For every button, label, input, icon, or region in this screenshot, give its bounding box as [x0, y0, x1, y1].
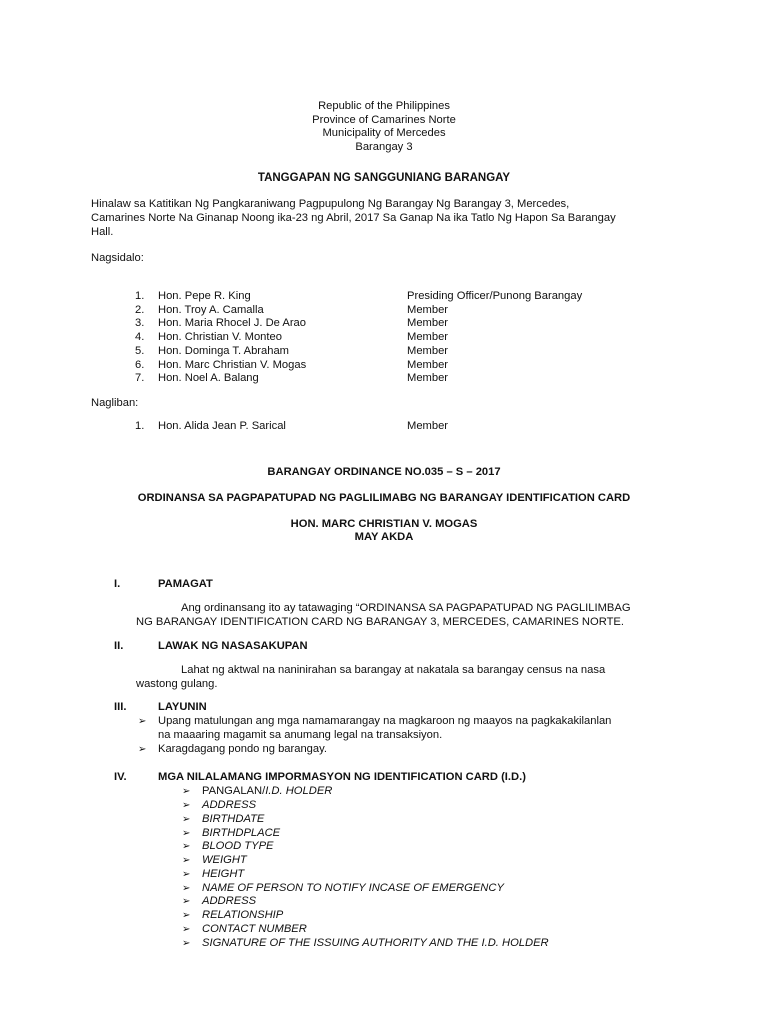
- arrow-bullet-icon: ➢: [182, 882, 191, 894]
- header-province: Province of Camarines Norte: [312, 113, 456, 126]
- section-3-bullet-2-text: Karagdagang pondo ng barangay.: [158, 743, 327, 755]
- id-info-item: [182, 799, 256, 811]
- present-member-role: Member: [407, 303, 449, 316]
- id-info-item-label: WEIGHT: [202, 854, 247, 866]
- present-member-name: Hon. Christian V. Monteo: [158, 331, 282, 344]
- office-title: TANGGAPAN NG SANGGUNIANG BARANGAY: [257, 172, 511, 184]
- arrow-bullet-icon: ➢: [182, 841, 191, 853]
- present-member-name: Hon. Dominga T. Abraham: [158, 344, 290, 357]
- section-1-line-1: Ang ordinansang ito ay tatawaging “ORDINANSA SA PAGPAPATUPAD NG PAGLILIMBAG: [181, 602, 631, 614]
- arrow-bullet-icon: ➢: [182, 896, 191, 908]
- id-info-item-label: ADDRESS: [202, 799, 257, 811]
- present-member-number: 5.: [135, 344, 145, 357]
- present-member-role: Member: [407, 331, 449, 344]
- id-info-item: [182, 895, 256, 907]
- id-info-item: [182, 909, 283, 921]
- id-info-item-label: HEIGHT: [202, 867, 245, 880]
- intro-paragraph: [91, 197, 616, 239]
- id-info-item-label: BIRTHDPLACE: [202, 826, 281, 839]
- absent-member-role: Member: [407, 420, 449, 432]
- author-label: MAY AKDA: [354, 531, 414, 543]
- section-2-line-1: Lahat ng aktwal na naninirahan sa barangay at nakatala sa barangay census na nasa: [181, 664, 606, 676]
- section-3-bullet-1: [138, 715, 611, 727]
- id-info-item: [182, 937, 549, 949]
- header-republic: Republic of the Philippines: [318, 100, 450, 112]
- id-info-item: [182, 923, 307, 935]
- present-member-number: 2.: [135, 303, 145, 316]
- arrow-bullet-icon: ➢: [182, 786, 191, 797]
- section-1-title: PAMAGAT: [158, 578, 213, 590]
- id-info-item-label: BLOOD TYPE: [202, 840, 274, 853]
- section-3-number: III.: [114, 701, 127, 713]
- present-member-number: 7.: [135, 372, 145, 385]
- section-3-bullet-2: [138, 743, 327, 755]
- id-info-item: [182, 868, 244, 880]
- arrow-bullet-icon: ➢: [138, 716, 147, 727]
- section-3-bullet-1-line-2: na maaaring magamit sa anumang legal na transaksiyon.: [158, 729, 443, 741]
- section-1-line-2: NG BARANGAY IDENTIFICATION CARD NG BARANGAY 3, MERCEDES, CAMARINES NORTE.: [136, 616, 624, 628]
- arrow-bullet-icon: ➢: [182, 923, 191, 935]
- absent-member-name: Hon. Alida Jean P. Sarical: [158, 420, 286, 432]
- intro-line-3: Hall.: [91, 226, 114, 238]
- present-member-number: 4.: [135, 331, 145, 344]
- header-block: [0, 100, 768, 155]
- present-member-role: Member: [407, 344, 449, 357]
- present-member-number: 3.: [135, 317, 145, 330]
- id-info-item: [182, 882, 504, 894]
- id-info-item: [182, 854, 247, 866]
- id-info-item-holder: I.D. HOLDER: [265, 785, 333, 797]
- present-member-role: Member: [407, 372, 449, 385]
- header-municipality: Municipality of Mercedes: [322, 127, 446, 140]
- arrow-bullet-icon: ➢: [182, 855, 191, 866]
- arrow-bullet-icon: ➢: [182, 800, 191, 811]
- author-name: HON. MARC CHRISTIAN V. MOGAS: [290, 518, 478, 530]
- present-member-name: Hon. Maria Rhocel J. De Arao: [158, 317, 306, 330]
- section-2-number: II.: [114, 640, 124, 652]
- id-info-item: [182, 813, 264, 825]
- intro-line-1: Hinalaw sa Katitikan Ng Pangkaraniwang Pagpupulong Ng Barangay Ng Barangay 3, Mercedes,: [91, 198, 570, 210]
- absent-label: Nagliban:: [91, 397, 139, 409]
- section-4-number: IV.: [114, 771, 127, 783]
- present-member-name: Hon. Noel A. Balang: [158, 372, 259, 385]
- arrow-bullet-icon: ➢: [182, 937, 191, 949]
- section-2-title: LAWAK NG NASASAKUPAN: [158, 640, 308, 652]
- id-info-item-name: PANGALAN/: [202, 785, 266, 797]
- present-member-role: Member: [407, 317, 449, 330]
- present-member-role: Presiding Officer/Punong Barangay: [407, 290, 583, 302]
- arrow-bullet-icon: ➢: [182, 827, 191, 839]
- present-member-role: Member: [407, 358, 449, 371]
- id-info-item-label: ADDRESS: [202, 895, 257, 908]
- arrow-bullet-icon: ➢: [182, 868, 191, 880]
- arrow-bullet-icon: ➢: [182, 813, 191, 825]
- id-info-item: [182, 785, 332, 797]
- section-3-title: LAYUNIN: [158, 701, 207, 713]
- intro-line-2: Camarines Norte Na Ginanap Noong ika-23 ng Abril, 2017 Sa Ganap Na ika Tatlo Ng Hapon Sa Barangay: [91, 212, 616, 224]
- present-member-number: 6.: [135, 358, 145, 371]
- present-member-name: Hon. Troy A. Camalla: [158, 303, 264, 316]
- section-2-line-2: wastong gulang.: [136, 678, 218, 690]
- id-info-item: [182, 840, 274, 852]
- id-info-item-label: RELATIONSHIP: [202, 909, 284, 921]
- id-info-item-label: CONTACT NUMBER: [202, 922, 307, 935]
- header-barangay: Barangay 3: [355, 141, 413, 154]
- id-info-item: [182, 827, 280, 839]
- id-info-item-label: BIRTHDATE: [202, 812, 265, 825]
- ordinance-number: BARANGAY ORDINANCE NO.035 – S – 2017: [267, 466, 501, 478]
- arrow-bullet-icon: ➢: [182, 910, 191, 921]
- absent-member-number: 1.: [135, 420, 145, 432]
- present-label: Nagsidalo:: [91, 252, 144, 264]
- section-4-title: MGA NILALAMANG IMPORMASYON NG IDENTIFICATION CARD (I.D.): [158, 771, 526, 783]
- present-member-name: Hon. Pepe R. King: [158, 290, 251, 302]
- section-1-number: I.: [114, 578, 121, 590]
- arrow-bullet-icon: ➢: [138, 744, 147, 755]
- id-info-item-label: SIGNATURE OF THE ISSUING AUTHORITY AND THE I.D. HOLDER: [202, 936, 549, 949]
- section-3-bullet-1-line-1: Upang matulungan ang mga namamarangay na magkaroon ng maayos na pagkakakilanlan: [158, 715, 612, 727]
- ordinance-title: ORDINANSA SA PAGPAPATUPAD NG PAGLILIMABG NG BARANGAY IDENTIFICATION CARD: [137, 492, 631, 504]
- present-member-name: Hon. Marc Christian V. Mogas: [158, 358, 307, 371]
- present-member-number: 1.: [135, 290, 145, 302]
- id-info-item-label: NAME OF PERSON TO NOTIFY INCASE OF EMERGENCY: [202, 881, 504, 894]
